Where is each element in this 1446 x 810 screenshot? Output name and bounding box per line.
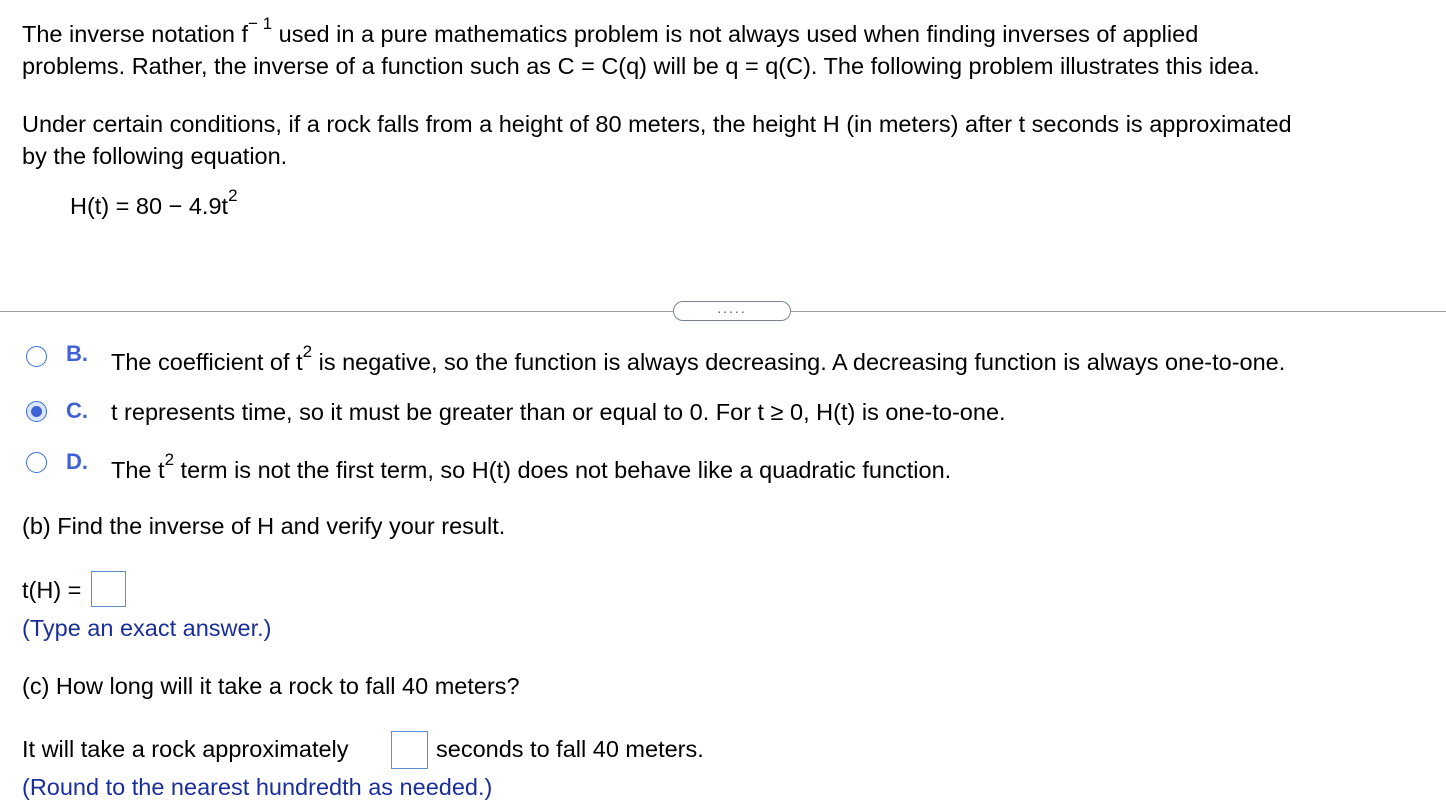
intro-text: The inverse notation f	[22, 21, 248, 47]
problem-line-2: by the following equation.	[22, 143, 288, 169]
option-d-text-pre: The t	[111, 457, 165, 483]
part-c-hint: (Round to the nearest hundredth as needed.)	[22, 774, 493, 800]
option-c-letter: C.	[66, 398, 88, 423]
radio-option-c[interactable]	[26, 401, 47, 422]
option-b-text-post: is negative, so the function is always decreasing. A decreasing function is always one-to-one.	[312, 349, 1286, 375]
part-b-question: (b) Find the inverse of H and verify your result.	[22, 513, 506, 539]
equation-text: H(t) = 80 − 4.9t	[70, 193, 229, 219]
time-answer-input[interactable]	[391, 731, 428, 769]
radio-option-b[interactable]	[26, 346, 47, 367]
option-b-letter: B.	[66, 341, 88, 366]
radio-option-d[interactable]	[26, 452, 47, 473]
option-d-letter: D.	[66, 449, 88, 474]
part-b-hint: (Type an exact answer.)	[22, 615, 272, 641]
intro-line-2: problems. Rather, the inverse of a function such as C = C(q) will be q = q(C). The following problem illustrates this idea.	[22, 53, 1260, 79]
option-b-text[interactable]	[111, 342, 1286, 378]
part-b-answer-label: t(H) =	[22, 577, 82, 603]
intro-line-1	[22, 14, 1199, 50]
show-more-button[interactable]: .....	[673, 301, 791, 321]
option-c-text-pre: t represents time, so it must be greater than or equal to 0. For t ≥ 0, H(t) is one-to-one.	[111, 399, 1006, 425]
equation-exponent: 2	[228, 186, 238, 206]
option-d-text-post: term is not the first term, so H(t) does not behave like a quadratic function.	[174, 457, 952, 483]
inverse-answer-input[interactable]	[91, 571, 126, 607]
part-c-answer-pre: It will take a rock approximately	[22, 736, 349, 762]
part-c-question: (c) How long will it take a rock to fall 40 meters?	[22, 673, 520, 699]
option-b-text-pre: The coefficient of t	[111, 349, 303, 375]
inverse-superscript: − 1	[248, 14, 273, 34]
equation	[70, 186, 238, 222]
part-c-answer-post: seconds to fall 40 meters.	[436, 736, 704, 762]
option-d-text[interactable]	[111, 450, 952, 486]
problem-line-1: Under certain conditions, if a rock falls from a height of 80 meters, the height H (in meters) after t seconds is approximated	[22, 111, 1292, 137]
option-b-exponent: 2	[302, 342, 313, 362]
intro-text-cont: used in a pure mathematics problem is not always used when finding inverses of applied	[272, 21, 1199, 47]
option-c-text[interactable]	[111, 396, 1006, 428]
option-d-exponent: 2	[164, 450, 175, 470]
